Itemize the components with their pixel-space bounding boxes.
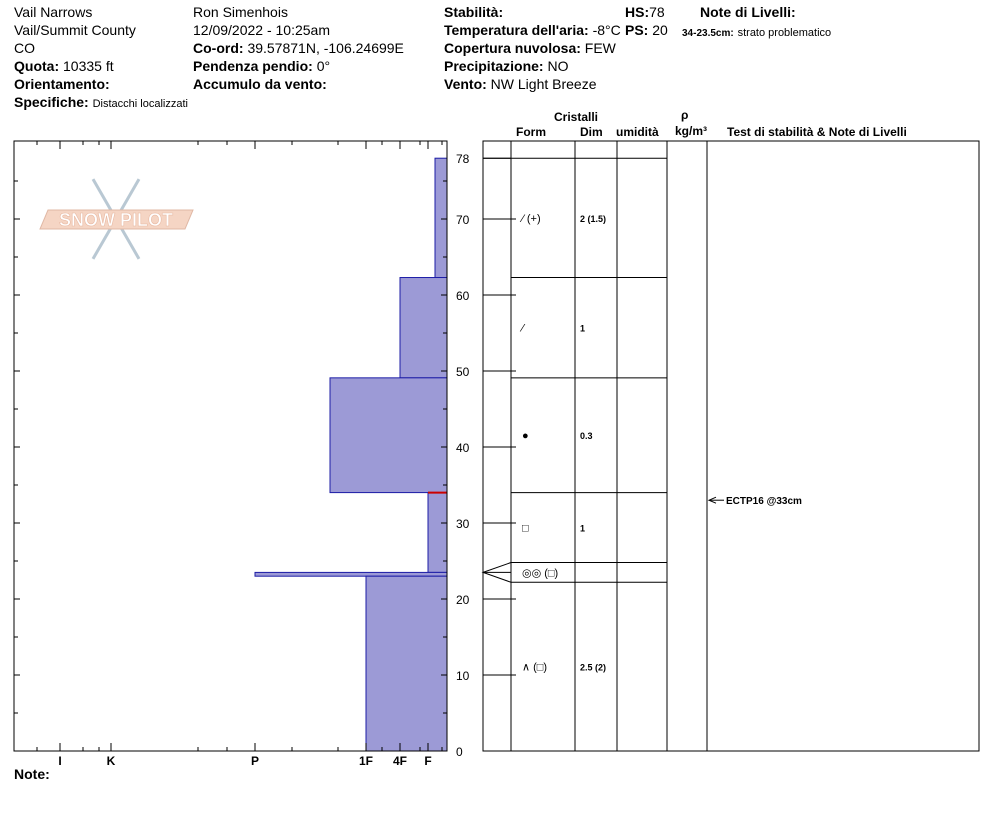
layer-notes-label: Note di Livelli:: [700, 4, 796, 20]
hardness-bar: [435, 158, 447, 277]
crystals-header: Cristalli: [554, 110, 599, 124]
hardness-bar: [400, 278, 447, 378]
crystal-size: 1: [580, 523, 586, 534]
y-tick-label: 10: [456, 669, 470, 683]
stability-tests: [709, 496, 802, 507]
hardness-bar: [330, 378, 447, 493]
coordinates-value: 39.57871N, -106.24699E: [247, 40, 404, 56]
layer-note-text: strato problematico: [737, 27, 832, 39]
crystal-form: ⁄ (+): [522, 212, 541, 225]
x-tick-label: 1F: [358, 754, 374, 768]
density-unit: kg/m³: [675, 124, 708, 138]
x-tick-label: I: [58, 754, 62, 768]
stability-label: Stabilità:: [444, 4, 504, 20]
y-tick-label: 50: [456, 365, 470, 379]
precipitation-label: Precipitazione:: [444, 58, 544, 74]
y-tick-label: 60: [456, 289, 470, 303]
air-temperature-label: Temperatura dell'aria:: [444, 22, 589, 38]
y-tick-label: 20: [456, 593, 470, 607]
location-name: Vail Narrows: [14, 4, 93, 20]
coordinates-label: Co-ord:: [193, 40, 244, 56]
snow-height-value: 78: [649, 4, 665, 20]
aspect-label: Orientamento:: [14, 76, 110, 92]
pit-depth-label: PS:: [625, 22, 649, 38]
pit-depth-value: 20: [652, 22, 668, 38]
y-tick-label: 70: [456, 213, 470, 227]
y-tick-label: 40: [456, 441, 470, 455]
y-tick-label: 30: [456, 517, 470, 531]
observer: Ron Simenhois: [193, 4, 288, 20]
y-tick-label: 78: [456, 152, 470, 167]
snowpilot-logo: [40, 179, 193, 259]
crystal-size: 2 (1.5): [580, 213, 607, 224]
crystal-size: 1: [580, 323, 586, 334]
snow-height-label: HS:: [625, 4, 650, 20]
datetime: 12/09/2022 - 10:25am: [193, 22, 330, 38]
x-tick-label: P: [250, 754, 260, 768]
logo-text: SNOW PILOT: [59, 210, 173, 230]
wind-value: NW Light Breeze: [490, 76, 597, 92]
precipitation-value: NO: [547, 58, 569, 74]
location-region: Vail/Summit County: [14, 22, 136, 38]
specifics-label: Specifiche:: [14, 94, 89, 110]
moisture-header: umidità: [616, 125, 659, 139]
table-frame: [483, 141, 979, 751]
density-symbol: ρ: [681, 108, 689, 122]
hardness-bar: [255, 572, 447, 576]
crystal-form: ●: [522, 430, 529, 443]
note-label: Note:: [14, 766, 50, 782]
crystal-form: □: [522, 522, 529, 535]
cloud-cover-label: Copertura nuvolosa:: [444, 40, 581, 56]
crystal-form: ∧ (□): [522, 661, 548, 674]
size-header: Dim: [580, 125, 603, 139]
crystal-size: 2.5 (2): [580, 662, 607, 673]
x-tick-label: 4F: [392, 754, 408, 768]
stability-test-label: ECTP16 @33cm: [726, 496, 802, 508]
elevation-label: Quota:: [14, 58, 60, 74]
location-state: CO: [14, 40, 35, 56]
x-tick-label: F: [424, 754, 432, 768]
cloud-cover-value: FEW: [584, 40, 616, 56]
stability-header: Test di stabilità & Note di Livelli: [727, 125, 907, 139]
air-temperature-value: -8°C: [592, 22, 621, 38]
wind-loading-label: Accumulo da vento:: [193, 76, 327, 92]
specifics-value: Distacchi localizzati: [92, 98, 188, 110]
elevation-value: 10335 ft: [63, 58, 114, 74]
crystal-form: ⁄: [522, 322, 524, 335]
wind-label: Vento:: [444, 76, 487, 92]
crystal-table: [483, 141, 979, 751]
x-tick-label: K: [106, 754, 116, 768]
form-header: Form: [516, 125, 546, 139]
layer-note-range: 34-23.5cm:: [682, 28, 734, 39]
slope-value: 0°: [316, 58, 331, 74]
crystal-form: ◎◎ (□): [522, 567, 559, 580]
hardness-bar: [366, 576, 447, 751]
hardness-bar: [428, 493, 447, 573]
slope-label: Pendenza pendio:: [193, 58, 313, 74]
hardness-layers: [255, 158, 447, 751]
crystal-size: 0.3: [580, 431, 593, 442]
y-tick-label: 0: [456, 745, 463, 759]
